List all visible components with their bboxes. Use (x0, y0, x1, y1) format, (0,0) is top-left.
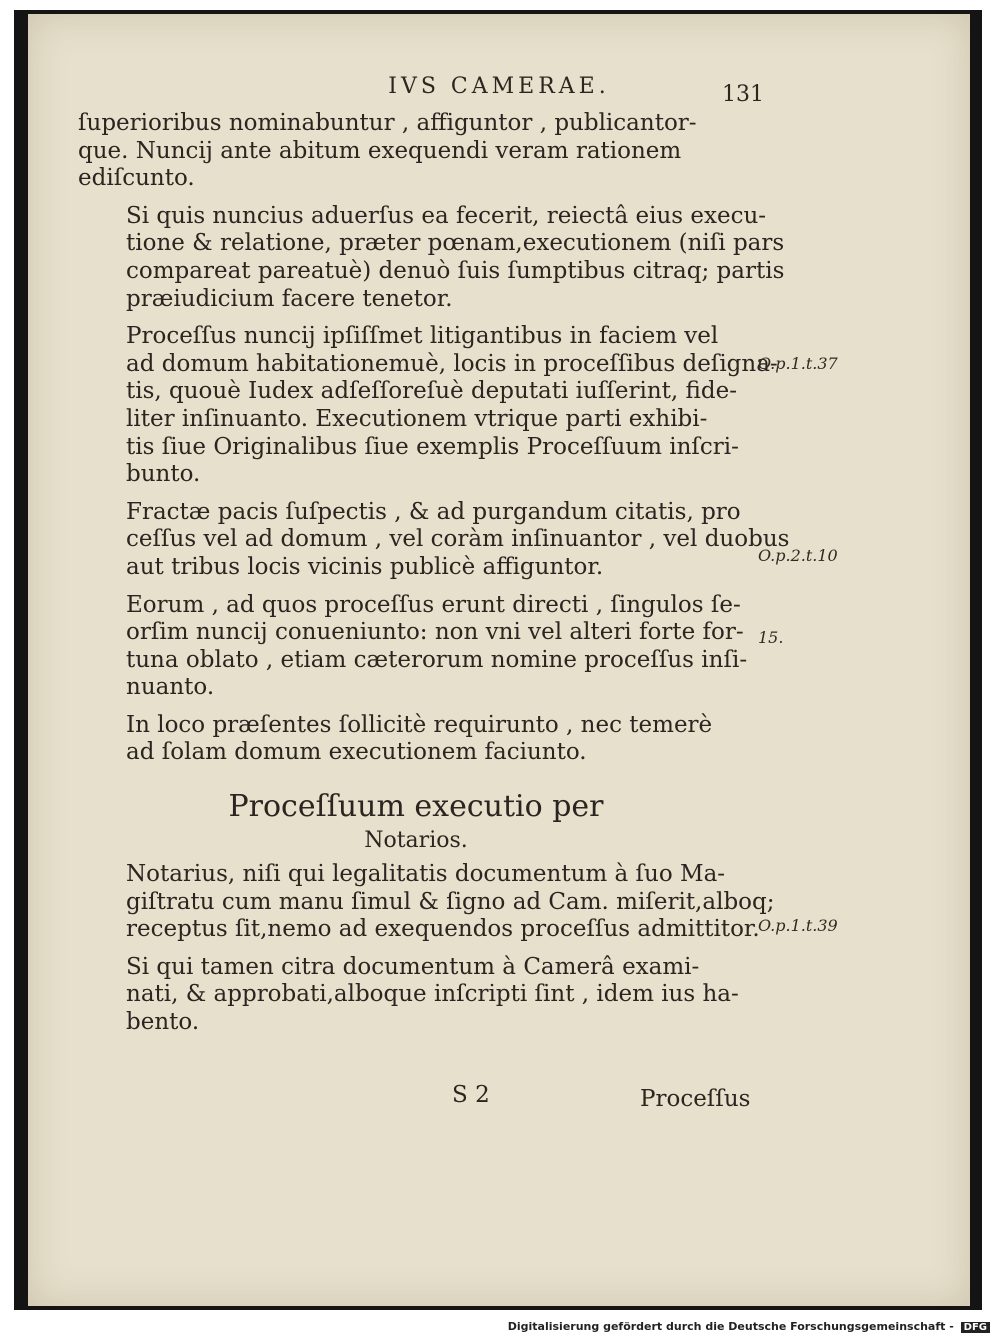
text-line: Notarius, niſi qui legalitatis documentum à ſuo Ma- (126, 861, 726, 888)
text-line: ad domum habitationemuè, locis in proceſſibus deſigna- (126, 350, 778, 377)
text-line: tuna oblato , etiam cæterorum nomine proceſſus inſi- (126, 646, 748, 673)
text-line: nuanto. (126, 674, 215, 701)
credit-text: Digitalisierung gefördert durch die Deutsche Forschungsgemeinschaft (507, 1320, 946, 1333)
text-line: tis, quouè Iudex adſeſſoreſuè deputati iuſſerint, fide- (126, 378, 737, 405)
text-line: ſuperioribus nominabuntur , affiguntor , publicantor- (78, 110, 697, 136)
text-line: tis ſiue Originalibus ſiue exemplis Proceſſuum inſcri- (126, 433, 739, 460)
paragraph (78, 110, 754, 193)
text-line: præiudicium facere tenetor. (126, 285, 453, 312)
paragraph (78, 954, 754, 1037)
text-line: Si quis nuncius aduerſus ea fecerit, reiectâ eius execu- (126, 202, 767, 229)
paragraph (78, 712, 754, 767)
paragraph-group-2 (78, 861, 775, 1037)
text-line: compareat pareatuè) denuò ſuis ſumptibus citraq; partis (126, 257, 785, 284)
text-line: bento. (126, 1009, 200, 1036)
running-head: IVS CAMERAE. (388, 74, 610, 99)
margin-note: 15. (758, 628, 784, 647)
text-line: tione & relatione, præter pœnam,executionem (niſi pars (126, 230, 785, 257)
text-line: que. Nuncij ante abitum exequendi veram rationem (78, 137, 682, 164)
text-line: nati, & approbati,alboque inſcripti ſint , idem ius ha- (126, 981, 739, 1008)
margin-note: O.p.2.t.10 (758, 546, 838, 565)
dfg-logo: DFG (961, 1322, 990, 1333)
text-line: In loco præſentes ſollicitè requirunto , nec temerè (126, 711, 713, 738)
text-line: receptus ſit,nemo ad exequendos proceſſus admittitor. (126, 916, 760, 943)
catchword: Proceſſus (640, 1086, 751, 1112)
paragraph (78, 202, 785, 313)
signature-mark: S 2 (452, 1082, 490, 1108)
text-line: ediſcunto. (78, 165, 195, 192)
text-line: Fractæ pacis ſuſpectis , & ad purgandum citatis, pro (126, 498, 741, 525)
text-line: Si qui tamen citra documentum à Camerâ exami- (126, 953, 700, 980)
paragraph (78, 498, 790, 582)
page-footer (28, 1082, 970, 1122)
text-line: orſim nuncij conueniunto: non vni vel alteri forte for- (126, 619, 744, 646)
text-line: bunto. (126, 461, 201, 488)
text-line: ad ſolam domum executionem faciunto. (126, 739, 587, 766)
paragraph (78, 592, 754, 702)
text-line: ceſſus vel ad domum , vel coràm inſinuantor , vel duobus (126, 526, 790, 553)
text-line: Proceſſus nuncij ipſiſſmet litigantibus in faciem vel (126, 323, 719, 350)
text-line: Eorum , ad quos proceſſus erunt directi , ſingulos ſe- (126, 591, 741, 618)
paragraph (78, 323, 778, 489)
section-subheading: Notarios. (364, 828, 468, 854)
margin-note: O.p.1.t.39 (758, 916, 838, 935)
text-line: aut tribus locis vicinis publicè affiguntor. (126, 553, 604, 580)
book-page (28, 14, 970, 1306)
page-number: 131 (722, 82, 764, 107)
margin-note: O.p.1.t.37 (758, 354, 838, 373)
text-line: liter inſinuanto. Executionem vtrique parti exhibi- (126, 405, 708, 432)
paragraph (78, 861, 775, 944)
section-heading: Proceſſuum executio per (228, 789, 604, 825)
digitization-credit: Digitalisierung gefördert durch die Deutsche Forschungsgemeinschaft - DFG (508, 1320, 990, 1333)
text-line: giſtratu cum manu ſimul & ſigno ad Cam. miſerit,alboq; (126, 888, 775, 915)
